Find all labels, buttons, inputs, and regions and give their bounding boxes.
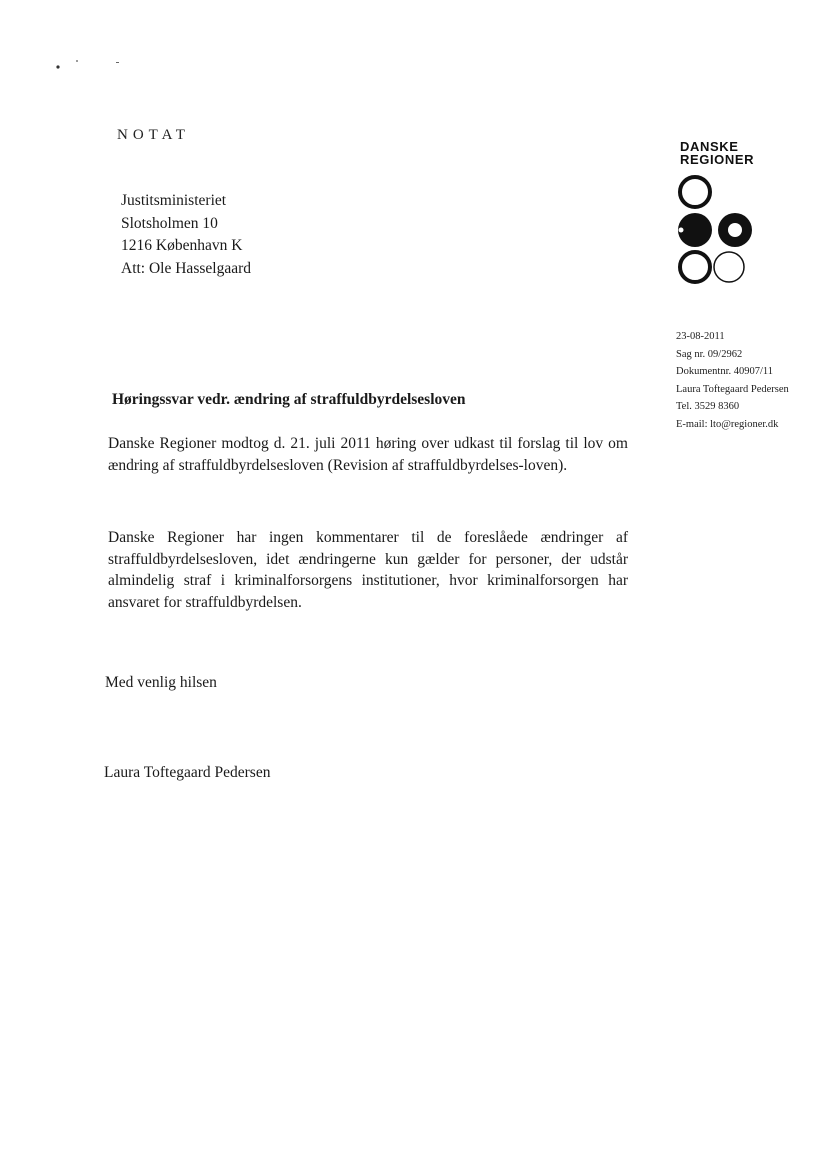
document-metadata: [676, 328, 789, 434]
scan-specks: [50, 55, 140, 75]
brand-line-1: DANSKE: [680, 139, 739, 154]
closing-salutation: Med venlig hilsen: [105, 674, 217, 691]
recipient-attention: Att: Ole Hasselgaard: [121, 259, 251, 277]
meta-date: 23-08-2011: [676, 331, 725, 342]
signer-name: Laura Toftegaard Pedersen: [104, 764, 271, 781]
meta-email: E-mail: lto@regioner.dk: [676, 418, 779, 430]
recipient-street: Slotsholmen 10: [121, 214, 218, 232]
meta-author: Laura Toftegaard Pedersen: [676, 383, 789, 395]
body-paragraph-2: Danske Regioner har ingen kommentarer til de foreslåede ændringer af straffuldbyrdelsesloven, idet ændringerne kun gælder for personer, der udstår almindelig straf i kriminalforsorgens institutioner, hvor kriminalforsorgen har ansvaret for straffuldbyrdelsen.: [108, 529, 628, 611]
recipient-organization: Justitsministeriet: [121, 192, 227, 209]
subject-heading: Høringssvar vedr. ændring af straffuldbyrdelsesloven: [112, 391, 466, 408]
brand-wordmark: [680, 140, 754, 166]
meta-case-number: Sag nr. 09/2962: [676, 348, 743, 360]
body-paragraph-1: Danske Regioner modtog d. 21. juli 2011 høring over udkast til forslag til lov om ændring af straffuldbyrdelsesloven (Revision af straffuldbyrdelses-loven).: [108, 435, 628, 474]
recipient-address: [121, 190, 251, 280]
recipient-city: 1216 København K: [121, 237, 243, 254]
meta-phone: Tel. 3529 8360: [676, 401, 740, 413]
brand-line-2: REGIONER: [680, 152, 755, 167]
meta-document-number: Dokumentnr. 40907/11: [676, 366, 774, 378]
document-type-label: NOTAT: [117, 127, 190, 143]
danske-regioner-logo-icon: [674, 174, 754, 284]
